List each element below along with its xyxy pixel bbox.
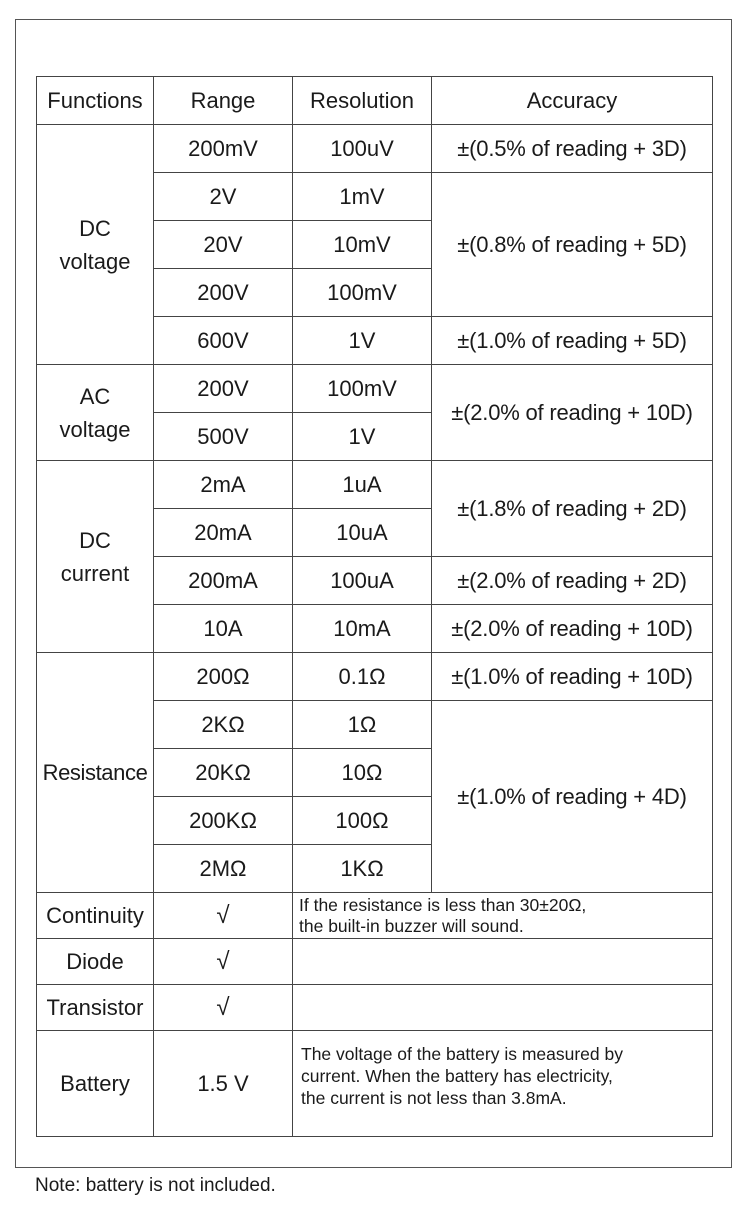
range-cell: 2V bbox=[154, 173, 293, 221]
note-line: If the resistance is less than 30±20Ω, bbox=[299, 894, 587, 915]
accuracy-cell: ±(2.0% of reading + 10D) bbox=[432, 365, 713, 461]
header-functions: Functions bbox=[37, 77, 154, 125]
table-row bbox=[37, 653, 713, 701]
range-cell: 2MΩ bbox=[154, 845, 293, 893]
function-transistor: Transistor bbox=[37, 985, 154, 1031]
table-row bbox=[37, 893, 713, 939]
table-row bbox=[37, 939, 713, 985]
range-cell: 1.5 V bbox=[154, 1031, 293, 1137]
header-resolution: Resolution bbox=[293, 77, 432, 125]
accuracy-cell: ±(0.5% of reading + 3D) bbox=[432, 125, 713, 173]
accuracy-cell: ±(2.0% of reading + 10D) bbox=[432, 605, 713, 653]
table-row bbox=[37, 985, 713, 1031]
function-resistance: Resistance bbox=[37, 653, 154, 893]
table-row bbox=[37, 365, 713, 413]
empty-cell bbox=[293, 985, 713, 1031]
resolution-cell: 10Ω bbox=[293, 749, 432, 797]
range-cell: 20mA bbox=[154, 509, 293, 557]
note-line: the built-in buzzer will sound. bbox=[299, 915, 524, 936]
note-line: current. When the battery has electricity, bbox=[301, 1066, 613, 1086]
function-diode: Diode bbox=[37, 939, 154, 985]
resolution-cell: 1Ω bbox=[293, 701, 432, 749]
note-line: The voltage of the battery is measured by bbox=[301, 1044, 623, 1064]
range-cell: 10A bbox=[154, 605, 293, 653]
function-label-line1: DC bbox=[79, 527, 111, 553]
function-label-line2: voltage bbox=[59, 416, 131, 442]
resolution-cell: 1KΩ bbox=[293, 845, 432, 893]
range-cell: 200V bbox=[154, 365, 293, 413]
accuracy-cell: ±(2.0% of reading + 2D) bbox=[432, 557, 713, 605]
resolution-cell: 100mV bbox=[293, 269, 432, 317]
header-row bbox=[37, 77, 713, 125]
accuracy-cell: ±(1.0% of reading + 4D) bbox=[432, 701, 713, 893]
table-row bbox=[37, 461, 713, 509]
range-cell: 2KΩ bbox=[154, 701, 293, 749]
resolution-cell: 1V bbox=[293, 317, 432, 365]
check-mark-icon: √ bbox=[154, 985, 293, 1031]
resolution-cell: 10uA bbox=[293, 509, 432, 557]
range-cell: 500V bbox=[154, 413, 293, 461]
function-dc-current bbox=[37, 461, 154, 653]
range-cell: 200KΩ bbox=[154, 797, 293, 845]
range-cell: 600V bbox=[154, 317, 293, 365]
empty-cell bbox=[293, 939, 713, 985]
accuracy-cell: ±(1.8% of reading + 2D) bbox=[432, 461, 713, 557]
function-label-line1: AC bbox=[79, 383, 111, 409]
resolution-cell: 100uV bbox=[293, 125, 432, 173]
check-mark-icon: √ bbox=[154, 939, 293, 985]
resolution-cell: 100uA bbox=[293, 557, 432, 605]
battery-note bbox=[293, 1031, 713, 1137]
range-cell: 20KΩ bbox=[154, 749, 293, 797]
range-cell: 2mA bbox=[154, 461, 293, 509]
function-ac-voltage bbox=[37, 365, 154, 461]
header-accuracy: Accuracy bbox=[432, 77, 713, 125]
accuracy-cell: ±(1.0% of reading + 5D) bbox=[432, 317, 713, 365]
check-mark-icon: √ bbox=[154, 893, 293, 939]
function-continuity: Continuity bbox=[37, 893, 154, 939]
range-cell: 200Ω bbox=[154, 653, 293, 701]
resolution-cell: 100Ω bbox=[293, 797, 432, 845]
resolution-cell: 10mV bbox=[293, 221, 432, 269]
resolution-cell: 1V bbox=[293, 413, 432, 461]
function-dc-voltage bbox=[37, 125, 154, 365]
resolution-cell: 10mA bbox=[293, 605, 432, 653]
resolution-cell: 100mV bbox=[293, 365, 432, 413]
accuracy-cell: ±(0.8% of reading + 5D) bbox=[432, 173, 713, 317]
function-label-line2: voltage bbox=[59, 248, 131, 274]
range-cell: 200mA bbox=[154, 557, 293, 605]
accuracy-cell: ±(1.0% of reading + 10D) bbox=[432, 653, 713, 701]
function-label-line2: current bbox=[60, 560, 130, 586]
range-cell: 200mV bbox=[154, 125, 293, 173]
function-label-line1: DC bbox=[79, 215, 111, 241]
range-cell: 20V bbox=[154, 221, 293, 269]
resolution-cell: 1mV bbox=[293, 173, 432, 221]
header-range: Range bbox=[154, 77, 293, 125]
footnote: Note: battery is not included. bbox=[35, 1175, 276, 1196]
range-cell: 200V bbox=[154, 269, 293, 317]
continuity-note bbox=[293, 893, 713, 939]
table-row bbox=[37, 1031, 713, 1137]
specification-table bbox=[36, 76, 713, 1137]
resolution-cell: 1uA bbox=[293, 461, 432, 509]
table-row bbox=[37, 125, 713, 173]
note-line: the current is not less than 3.8mA. bbox=[301, 1088, 567, 1108]
function-battery: Battery bbox=[37, 1031, 154, 1137]
resolution-cell: 0.1Ω bbox=[293, 653, 432, 701]
